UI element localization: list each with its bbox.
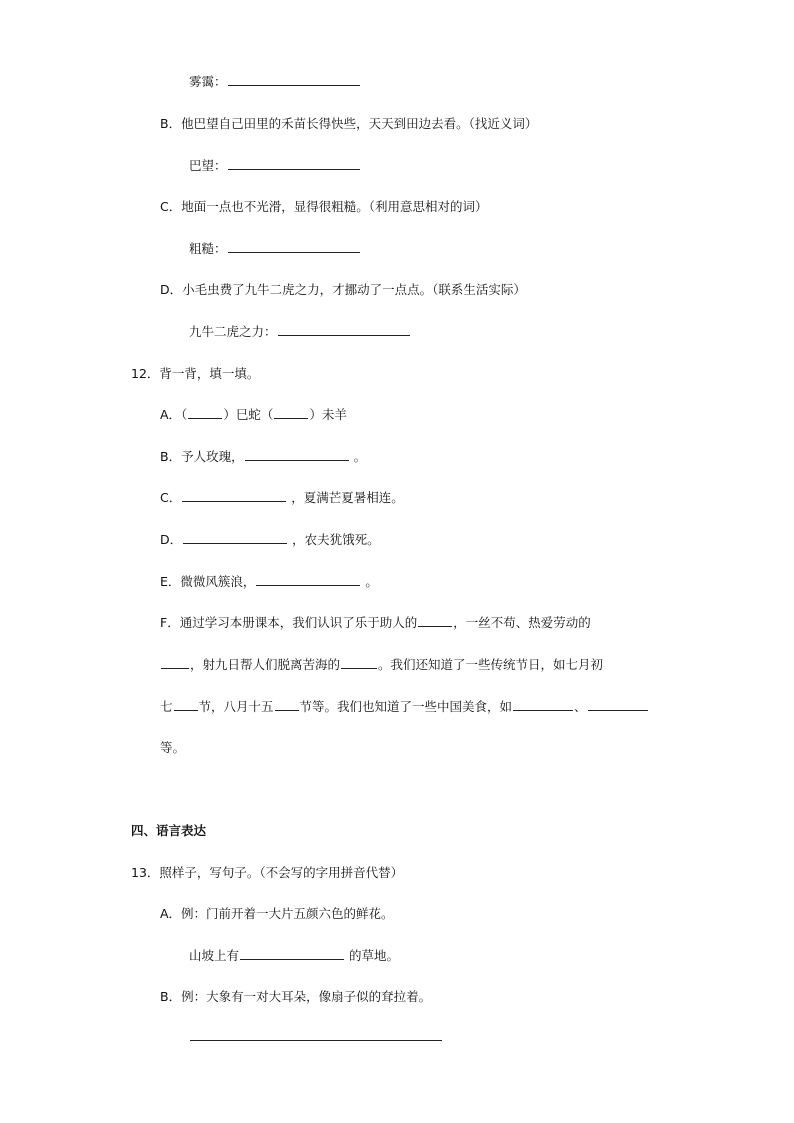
q13-a-task xyxy=(189,947,399,965)
q11-a-answer-line xyxy=(189,73,361,91)
q12-b-line xyxy=(160,448,366,466)
q12-f1-post: ，一丝不苟、热爱劳动的 xyxy=(453,615,591,630)
q12-a-blank-1[interactable] xyxy=(188,406,222,419)
q12-f3-mid: 节，八月十五 xyxy=(198,699,274,714)
q13-a-task-pre: 山坡上有 xyxy=(189,948,240,963)
q11-a-word: 雾霭： xyxy=(189,74,227,89)
q12-f-line-4: 等。 xyxy=(160,740,186,755)
q12-f-blank-4[interactable] xyxy=(174,698,198,711)
q11-d-blank[interactable] xyxy=(278,323,410,336)
q11-d-sentence: D．小毛虫费了九牛二虎之力，才挪动了一点点。（联系生活实际） xyxy=(160,282,526,297)
q13-b-blank[interactable] xyxy=(190,1028,442,1041)
q12-b-post: 。 xyxy=(353,449,367,464)
q11-c-word: 粗糙： xyxy=(189,241,227,256)
q12-e-post: 。 xyxy=(365,574,378,589)
q12-title: 12．背一背，填一填。 xyxy=(131,366,260,381)
q12-c-pre: C． xyxy=(160,490,182,505)
q11-d-answer-line xyxy=(189,323,411,341)
q12-d-pre: D． xyxy=(160,532,183,547)
q12-f2-post: 。我们还知道了一些传统节日，如七月初 xyxy=(378,657,604,672)
q12-f-blank-1[interactable] xyxy=(418,614,452,627)
q12-c-line xyxy=(160,489,404,507)
q12-f-line-2 xyxy=(160,656,603,674)
q12-f-blank-7[interactable] xyxy=(588,698,648,711)
q12-b-pre: B．予人玫瑰， xyxy=(160,449,244,464)
q13-a-example: A．例：门前开着一大片五颜六色的鲜花。 xyxy=(160,906,394,921)
q12-f2-mid: ，射九日帮人们脱离苦海的 xyxy=(190,657,341,672)
q12-d-blank[interactable] xyxy=(183,531,287,544)
q12-a-post: ）未羊 xyxy=(309,407,347,422)
q13-a-task-post: 的草地。 xyxy=(349,948,400,963)
q12-c-blank[interactable] xyxy=(182,489,286,502)
q12-d-post: ，农夫犹饿死。 xyxy=(292,532,380,547)
q12-f-blank-3[interactable] xyxy=(341,656,377,669)
q13-b-example: B．例：大象有一对大耳朵，像扇子似的耷拉着。 xyxy=(160,989,432,1004)
q13-title: 13．照样子，写句子。（不会写的字用拼音代替） xyxy=(131,865,404,880)
q12-b-blank[interactable] xyxy=(245,448,349,461)
q11-b-sentence: B．他巴望自己田里的禾苗长得快些，天天到田边去看。（找近义词） xyxy=(160,116,538,131)
q12-a-blank-2[interactable] xyxy=(274,406,308,419)
q13-a-blank[interactable] xyxy=(240,947,344,960)
q12-f-blank-6[interactable] xyxy=(513,698,573,711)
q12-a-line xyxy=(160,406,347,424)
q12-f3-post: 节等。我们也知道了一些中国美食，如 xyxy=(299,699,513,714)
q12-f3-sep: 、 xyxy=(574,699,587,714)
q12-f-blank-2[interactable] xyxy=(161,656,189,669)
q12-a-mid: ）巳蛇（ xyxy=(223,407,274,422)
q12-f3-pre: 七 xyxy=(160,699,173,714)
q12-c-post: ，夏满芒夏暑相连。 xyxy=(291,490,404,505)
q11-b-blank[interactable] xyxy=(228,157,360,170)
q11-d-word: 九牛二虎之力： xyxy=(189,324,277,339)
q11-c-sentence: C．地面一点也不光滑，显得很粗糙。（利用意思相对的词） xyxy=(160,199,488,214)
q11-c-answer-line xyxy=(189,240,361,258)
q12-f-line-1 xyxy=(160,614,591,632)
q11-c-blank[interactable] xyxy=(228,240,360,253)
q12-e-pre: E．微微风簇浪， xyxy=(160,574,256,589)
q11-b-word: 巴望： xyxy=(189,158,227,173)
q11-a-blank[interactable] xyxy=(228,73,360,86)
q12-a-pre: A．（ xyxy=(160,407,188,422)
q13-b-answer-line[interactable] xyxy=(189,1028,443,1046)
q12-f1-pre: F．通过学习本册课本，我们认识了乐于助人的 xyxy=(160,615,418,630)
q11-b-answer-line xyxy=(189,157,361,175)
section-4-title: 四、语言表达 xyxy=(131,823,207,838)
q12-d-line xyxy=(160,531,380,549)
q12-e-line xyxy=(160,573,378,591)
q12-e-blank[interactable] xyxy=(256,573,360,586)
q12-f-blank-5[interactable] xyxy=(275,698,299,711)
q12-f-line-3 xyxy=(160,698,649,716)
